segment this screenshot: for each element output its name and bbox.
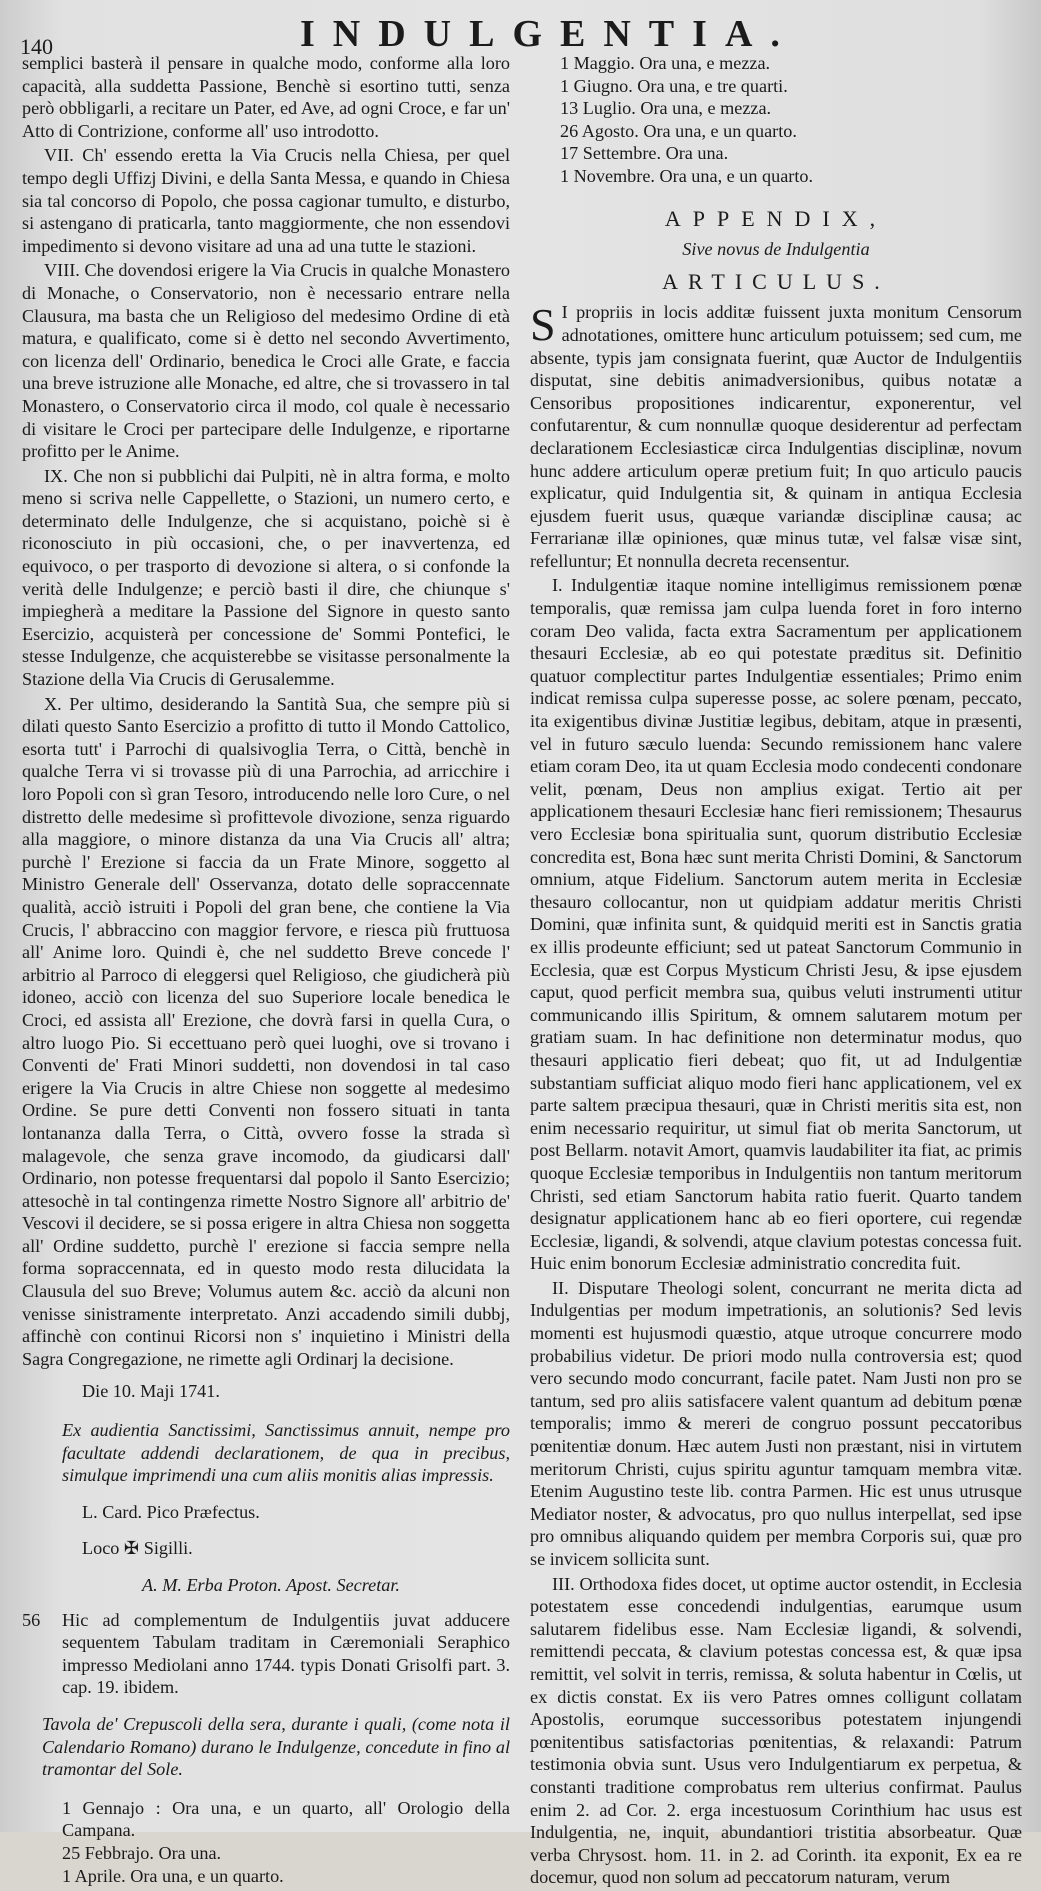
table-row: 1 Gennajo : Ora una, e un quarto, all' Orologio della Campana. bbox=[62, 1797, 510, 1841]
appendix-intro bbox=[530, 301, 1022, 572]
drop-cap: S bbox=[530, 299, 556, 351]
signature-cardinal: L. Card. Pico Præfectus. bbox=[82, 1501, 260, 1522]
seal-line: Loco ✠ Sigilli. bbox=[82, 1538, 193, 1559]
paragraph-continuation: semplici basterà il pensare in qualche modo, conforme alla loro capacità, alla suddetta Passione, Benchè si esortino tutti, senza però obbligarli, a recitare un Pater, ed Ave, ad ogni Croce, e far un' Atto di Contrizione, conforme all' uso introdotto. bbox=[22, 53, 510, 141]
page-header bbox=[0, 8, 1041, 59]
table-row: 13 Luglio. Ora una, e mezza. bbox=[560, 98, 772, 119]
footnote-number: 56 bbox=[22, 1609, 41, 1630]
left-column bbox=[22, 52, 510, 1887]
appendix-heading: APPENDIX, bbox=[664, 205, 888, 231]
rescript-text: Ex audientia Sanctissimi, Sanctissimus annuit, nempe pro facultate addendi declarationem, de qua in precibus, simulque imprimendi una cum aliis monitis alias impressis. bbox=[62, 1420, 510, 1486]
table-row: 1 Maggio. Ora una, e mezza. bbox=[560, 53, 771, 73]
paragraph-viii: VIII. Che dovendosi erigere la Via Crucis in qualche Monastero di Monache, o Conservatorio, non è necessario entrare nella Clausura, ma basta che un Religioso del medesimo Ordine di età matura, e qualificato, come si è detto nel secondo Avvertimento, con licenza dell' Ordinario, benedica le Croci alle Grate, e faccia una breve istruzione alle Monache, ed altre, che si trovassero in tal Monastero, o Conservatorio circa il modo, col quale è necessario di visitare le Croci per partecipare delle Indulgenze, e riportarne profitto per le Anime. bbox=[22, 260, 510, 462]
appendix-subtitle: Sive novus de Indulgentia bbox=[682, 239, 870, 260]
decree-date: Die 10. Maji 1741. bbox=[82, 1381, 220, 1402]
table-row: 17 Settembre. Ora una. bbox=[560, 143, 729, 164]
page-number: 140 bbox=[20, 34, 53, 59]
right-column bbox=[530, 52, 1022, 1891]
table-row: 1 Aprile. Ora una, e un quarto. bbox=[62, 1865, 284, 1886]
twilight-table-left bbox=[22, 1797, 510, 1887]
running-title: INDULGENTIA. bbox=[300, 13, 798, 55]
table-row: 26 Agosto. Ora una, e un quarto. bbox=[560, 120, 797, 141]
articulus-heading: ARTICULUS. bbox=[662, 268, 890, 294]
signature-secretary: A. M. Erba Proton. Apost. Secretar. bbox=[142, 1575, 400, 1595]
intro-text: I propriis in locis additæ fuissent juxta monitum Censorum adnotationes, omittere hunc articulum potuissem; sed cum, me absente, typis jam consignata fuerint, quæ Auctor de Indulgentiis disputat, sine debitis animadversionibus, quibus notatæ a Censoribus propositiones indicarentur, exponerentur, vel confutarentur, & cum nonnullæ quoque desiderentur ad perfectam declarationem Ecclesiasticæ circa Indulgentias disciplinæ, novum hunc addere articulum operæ pretium fuit; In quo articulo paucis explicatur, quid Indulgentia sit, & quinam in antiqua Ecclesia ejusdem fuerit usus, quæque variandæ disciplinæ causa; ac Ferrarianæ illæ opiniones, quæ minus tutæ, vel falsæ visæ sint, refelluntur; Et nonnulla decreta recensentur. bbox=[530, 302, 1022, 571]
paragraph-ix: IX. Che non si pubblichi dai Pulpiti, nè in altra forma, e molto meno si scriva nelle Cappellette, o Stazioni, un numero certo, e determinato delle Indulgenze, che si acquistano, poichè si è riconosciuto in più occasioni, che, o per inavvertenza, ed equivoco, o per trasporto di devozione si altera, o si confonde la verità delle Indulgenze; e perciò basti il dire, che chiunque s' impiegherà a meditare la Passione del Signore in questo santo Esercizio, acquisterà per concessione de' Sommi Pontefici, le stesse Indulgenze, che acquisterebbe se visitasse personalmente la Stazione della Via Crucis di Gerusalemme. bbox=[22, 465, 510, 690]
footnote-text: Hic ad complementum de Indulgentiis juvat adducere sequentem Tabulam traditam in Cæremoniali Seraphico impresso Mediolani anno 1744. typis Donati Grisolfi part. 3. cap. 19. ibidem. bbox=[62, 1609, 510, 1698]
section-ii: II. Disputare Theologi solent, concurrant ne merita dicta ad Indulgentias per modum impetrationis, an solutionis? Sed levis momenti est hujusmodi quæstio, atque utroque concurrere modo probabilius videtur. De priori modo nulla controversia est; quod vero secundo modo concurrant, facile patet. Nam Justi non pro se tantum, sed pro aliis satisfacere valent quantum ad debitum pœnæ temporalis; immo & mereri de congruo possunt peccatoribus pœnitentiæ donum. Hæc autem Justi non præstant, nisi in virtutem meritorum Christi, cujus spiritu aguntur tamquam membra vitæ. Etenim Augustino teste lib. contra Parmen. Hic est unus utrusque Mediator noster, & advocatus, pro quo nullus interpellat, sed ipse pro omnibus aliquando quidem per membra Corporis sui, quæ pro se invicem sollicita sunt. bbox=[530, 1277, 1022, 1569]
paragraph-x: X. Per ultimo, desiderando la Santità Sua, che sempre più si dilati questo Santo Esercizio a profitto di tutto il Mondo Cattolico, esorta tutt' i Parrochi di qualsivoglia Terra, o Città, benchè in qualche Terra vi si trovasse più di una Parrochia, ad arricchire i loro Popoli con sì gran Tesoro, introducendo nelle loro Cure, o nel distretto delle medesime sì profittevole divozione, senza riguardo alla maggiore, o minore distanza da una Via Crucis all' altra; purchè l' Erezione si faccia da un Frate Minore, soggetto al Ministro Generale dell' Osservanza, dotato delle sopraccennate qualità, acciò istruiti i Popoli del gran bene, che contiene la Via Crucis, l' abbraccino con maggior fervore, e riesca più fruttuosa all' Anime loro. Quindi è, che nel suddetto Breve concede l' arbitrio al Parroco di eleggersi quel Religioso, che giudicherà più idoneo, acciò con licenza del suo Superiore locale benedica le Croci, ed assista all' Erezione, che dovrà farsi in quella Cura, o altro luogo Pio. Si eccettuano però quei luoghi, ove si trovano i Conventi de' Frati Minori suddetti, non dovendosi in tal caso erigere la Via Crucis in altre Chiese non soggette al medesimo Ordine. Se pure detti Conventi non fossero situati in tanta lontananza dalla Terra, o Città, ovvero fosse la strada sì malagevole, che senza grave incomodo, da giudicarsi dall' Ordinario, non potesse frequentarsi dal popolo il Santo Esercizio; attesochè in tal contingenza rimette Nostro Signore all' arbitrio de' Vescovi il decidere, se si possa erigere in altra Chiesa non soggetta all' Ordine suddetto, purchè l' erezione si faccia sempre nella forma sopraccennata, ed in questo modo resta dilucidata la Clausula del suo Breve; Volumus autem &c. acciò da alcuni non venisse sinistramente interpretato. Anzi accadendo simili dubbj, affinchè con continui Ricorsi non s' inquietino i Ministri della Sagra Congregazione, ne rimette agli Ordinarj la decisione. bbox=[22, 693, 510, 1369]
table-row: 1 Novembre. Ora una, e un quarto. bbox=[560, 165, 814, 186]
table-row: 25 Febbrajo. Ora una. bbox=[62, 1842, 222, 1863]
section-iii: III. Orthodoxa fides docet, ut optime auctor ostendit, in Ecclesia potestatem esse concedendi indulgentias, earumque usum salutarem fidelibus esse. Nam Ecclesiæ ligandi, & solvendi, remittendi peccata, & clavium potestas concessa est, & quæ ipsa remittit, vel solvit in terris, remissa, & soluta habentur in Cœlis, ut ex dictis constat. Ex iis vero Patres omnes colligunt collatam Apostolis, eorumque successoribus potestatem injungendi pœnitentibus satisfactorias pœnitentias, & relaxandi: Patrum testimonia obvia sunt. Usus vero Indulgentiarum ex perpetua, & constanti traditione comprobatus rem ulterius confirmat. Paulus enim 2. ad Cor. 2. erga incestuosum Corinthium hac usus est Indulgentia, ne, inquit, abundantiori tristitia absorbeatur. Quæ verba Chrysost. hom. 11. in 2. ad Corinth. ita exponit, Ex ea re docemur, quod non solum ad peccatorum naturam, verum bbox=[530, 1573, 1022, 1888]
table-row: 1 Giugno. Ora una, e tre quarti. bbox=[560, 75, 788, 96]
section-i: I. Indulgentiæ itaque nomine intelligimus remissionem pœnæ temporalis, quæ remissa jam culpa luenda foret in foro interno coram Deo valida, facta extra Sacramentum per applicationem thesauri Ecclesiæ, ab eo qui potestate præditus sit. Definitio quatuor complectitur partes Indulgentiæ essentiales; Primo enim indicat remissa culpa superesse posse, ac solere pœnam, peccato, ita exigentibus divinæ Justitiæ legibus, debitam, atque in præsenti, vel in futuro sæculo luenda: Secundo remissionem hanc valere etiam coram Deo, ita ut quam Ecclesia modo condecenti condonare velit, pœnam, Deus non amplius exigat. Tertio ait per applicationem thesauri Ecclesiæ hanc fieri remissionem; Thesaurus vero Ecclesiæ bona spiritualia sunt, quorum distributio Ecclesiæ concredita est, Bona hæc sunt merita Christi Domini, & Sanctorum omnium, atque Fidelium. Sanctorum autem merita in Ecclesiæ thesauro collocantur, non ut quidpiam addatur meritis Christi Domini, quæ infinita sunt, & quidquid meriti est in Sanctis gratia ex illis prodeunte efficiunt; sed ut pateat Sanctorum Communio in Ecclesia, quæ est Corpus Mysticum Christi Jesu, & ipse ejusdem caput, quod perficit membra sua, quibus veluti instrumenti utitur communicando illis Spiritum, & omnem salutarem motum per gratiam suam. In hac definitione non determinatur modus, quo thesauri applicatio fieri debeat; quo fit, ut ad Indulgentiæ substantiam sufficiat aliquo modo fieri hanc applicationem, vel ex parte saltem præcipua thesauri, quæ in Christi meritis sita est, non enim necessario requiritur, ut simul fiat ob merita Sanctorum, ut post Bellarm. notavit Amort, quamvis laudabiliter ita fiat, ac primis quoque Ecclesiæ temporibus in Indulgentiis non tantum meritorum Christi, sed etiam Sanctorum habita ratio fuerit. Quarto tandem designatur applicationem hanc ab eo fieri oportere, cui regendæ Ecclesiæ, ligandi, & solvendi, atque clavium potestas concessa fuit. Huic enim bonorum Ecclesiæ administratio concredita fuit. bbox=[530, 575, 1022, 1274]
table-title: Tavola de' Crepuscoli della sera, durante i quali, (come nota il Calendario Romano) durano le Indulgenze, concedute in fino al tramontar del Sole. bbox=[42, 1713, 510, 1780]
paragraph-vii: VII. Ch' essendo eretta la Via Crucis nella Chiesa, per quel tempo degli Uffizj Divini, e della Santa Messa, e quando in Chiesa sia tal concorso di Popolo, che possa cagionar tumulto, e disturbo, si astengano di praticarla, tanto maggiormente, che non essendovi impedimento si devono visitare ad una ad una tutte le stazioni. bbox=[22, 145, 510, 256]
twilight-table-right bbox=[530, 52, 1022, 188]
footnote bbox=[22, 1609, 510, 1699]
